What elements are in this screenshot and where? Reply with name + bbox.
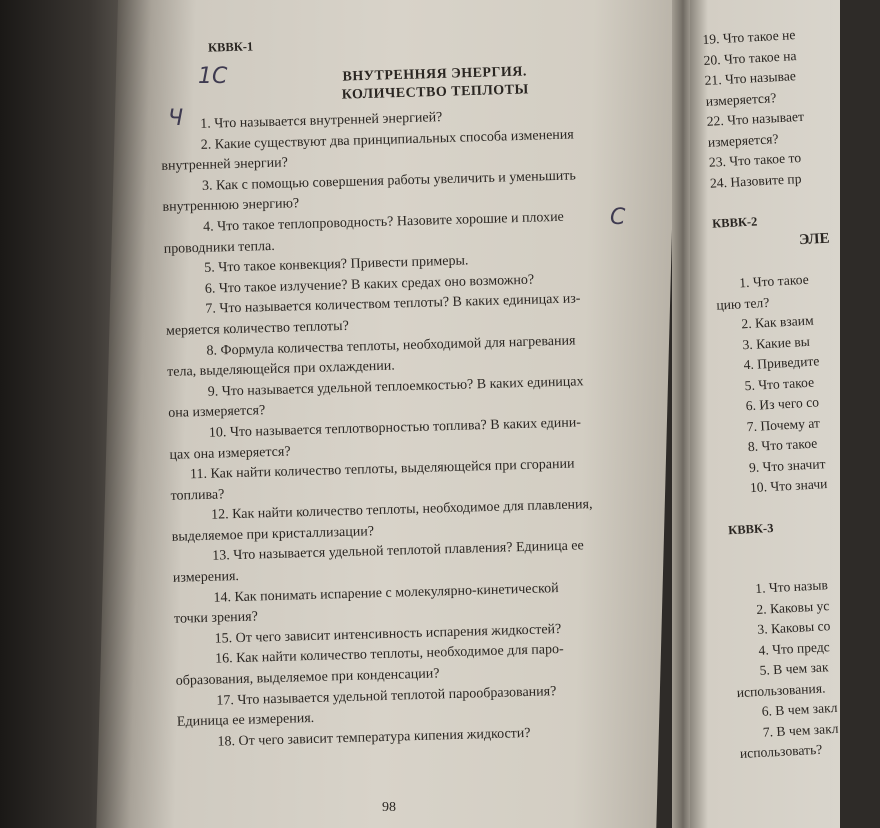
question-line: цах она измеряется?: [169, 443, 291, 463]
right-page-line: 1. Что такое: [738, 271, 810, 291]
handwritten-mark-3: С: [610, 205, 626, 230]
title-line-2: КОЛИЧЕСТВО ТЕПЛОТЫ: [341, 82, 529, 103]
question-line: топлива?: [170, 487, 225, 504]
question-line: 1. Что называется внутренней энергией?: [200, 110, 443, 132]
right-page-line: 5. Что такое: [744, 374, 815, 393]
question-line: 18. От чего зависит температура кипения жидкости?: [217, 725, 531, 750]
question-line: она измеряется?: [168, 403, 266, 422]
series-code-2: КВВК-2: [711, 214, 758, 231]
question-line: 2. Какие существуют два принципиальных способа изменения: [200, 127, 574, 153]
right-page-line: 6. В чем закл: [761, 699, 838, 719]
right-page-line: 6. Из чего со: [745, 394, 820, 414]
handwritten-mark-1: 1С: [198, 64, 228, 89]
question-line: 7. Что называется количеством теплоты? В каких единицах из-: [205, 291, 581, 318]
question-line: 6. Что такое излучение? В каких средах оно возможно?: [204, 272, 535, 297]
question-line: внутреннюю энергию?: [162, 196, 300, 216]
title-line-1: ВНУТРЕННЯЯ ЭНЕРГИЯ.: [342, 64, 528, 85]
right-page-line: 23. Что такое то: [708, 150, 802, 170]
question-line: 8. Формула количества теплоты, необходимой для нагревания: [206, 333, 576, 359]
question-line: точки зрения?: [173, 609, 259, 628]
right-page-line: цию тел?: [715, 294, 770, 313]
right-page-line: 7. В чем закл: [762, 720, 839, 740]
right-page-line: 4. Что предс: [758, 638, 831, 658]
right-page-line: 2. Каковы ус: [755, 597, 830, 617]
right-page-line: измеряется?: [707, 130, 779, 150]
right-mid-list: [715, 267, 867, 500]
question-line: 3. Как с помощью совершения работы увеличить и уменьшить: [201, 168, 576, 194]
question-line: 16. Как найти количество теплоты, необходимое для паро-: [214, 642, 564, 668]
page-title: [325, 63, 546, 105]
section-heading-2: ЭЛЕ: [798, 230, 830, 248]
question-line: 12. Как найти количество теплоты, необходимое для плавления,: [210, 497, 593, 524]
question-line: 13. Что называется удельной теплотой плавления? Единица ее: [212, 538, 584, 565]
question-line: проводники тепла.: [163, 238, 275, 257]
right-page-line: 24. Назовите пр: [709, 170, 802, 191]
question-line: образования, выделяемое при конденсации?: [175, 666, 440, 689]
right-page-line: использования.: [736, 679, 826, 700]
right-page-line: 1. Что назыв: [754, 577, 829, 596]
right-page-line: 21. Что называе: [704, 68, 797, 88]
question-line: 15. От чего зависит интенсивность испарения жидкостей?: [214, 621, 562, 647]
right-page-line: 22. Что называет: [706, 108, 805, 129]
question-line: 4. Что такое теплопроводность? Назовите хорошие и плохие: [202, 209, 565, 235]
right-page-line: 20. Что такое на: [703, 47, 797, 68]
right-page-line: 8. Что такое: [747, 435, 818, 455]
question-line: выделяемое при кристаллизации?: [171, 524, 375, 545]
right-page-line: 4. Приведите: [743, 353, 820, 373]
question-line: измерения.: [172, 569, 240, 586]
right-page-line: 3. Какие вы: [742, 333, 811, 352]
question-line: 5. Что такое конвекция? Привести примеры.: [204, 253, 469, 276]
question-line: 10. Что называется теплотворностью топлива? В каких едини-: [208, 415, 582, 441]
right-page-line: 9. Что значит: [748, 455, 826, 475]
right-page-line: 2. Как взаим: [741, 312, 814, 332]
right-page-line: использовать?: [739, 741, 823, 761]
right-bottom-list: [731, 573, 880, 765]
question-line: 17. Что называется удельной теплотой парообразования?: [216, 683, 557, 709]
question-line: тела, выделяющейся при охлаждении.: [166, 358, 396, 381]
question-line: 9. Что называется удельной теплоемкостью? В каких единицах: [207, 373, 584, 400]
question-line: 14. Как понимать испарение с молекулярно-кинетической: [213, 580, 559, 606]
handwritten-mark-2: Ч: [168, 106, 184, 131]
right-page-line: 3. Каковы со: [757, 618, 831, 637]
right-page-line: 19. Что такое не: [702, 27, 796, 47]
series-code: КВВК-1: [207, 39, 254, 55]
right-page-line: 5. В чем зак: [759, 659, 829, 678]
question-line: 11. Как найти количество теплоты, выделяющейся при сгорании: [189, 456, 575, 483]
page-number: 98: [382, 800, 396, 815]
series-code-3: КВВК-3: [727, 520, 774, 537]
question-line: меряется количество теплоты?: [165, 318, 350, 339]
right-page-line: 7. Почему ат: [746, 414, 821, 434]
question-line: внутренней энергии?: [161, 155, 289, 175]
right-page-line: 10. Что значи: [749, 476, 828, 496]
right-top-list: [702, 23, 850, 194]
questions-list: [160, 103, 658, 755]
right-page-line: измеряется?: [705, 89, 777, 109]
question-line: Единица ее измерения.: [176, 711, 315, 730]
